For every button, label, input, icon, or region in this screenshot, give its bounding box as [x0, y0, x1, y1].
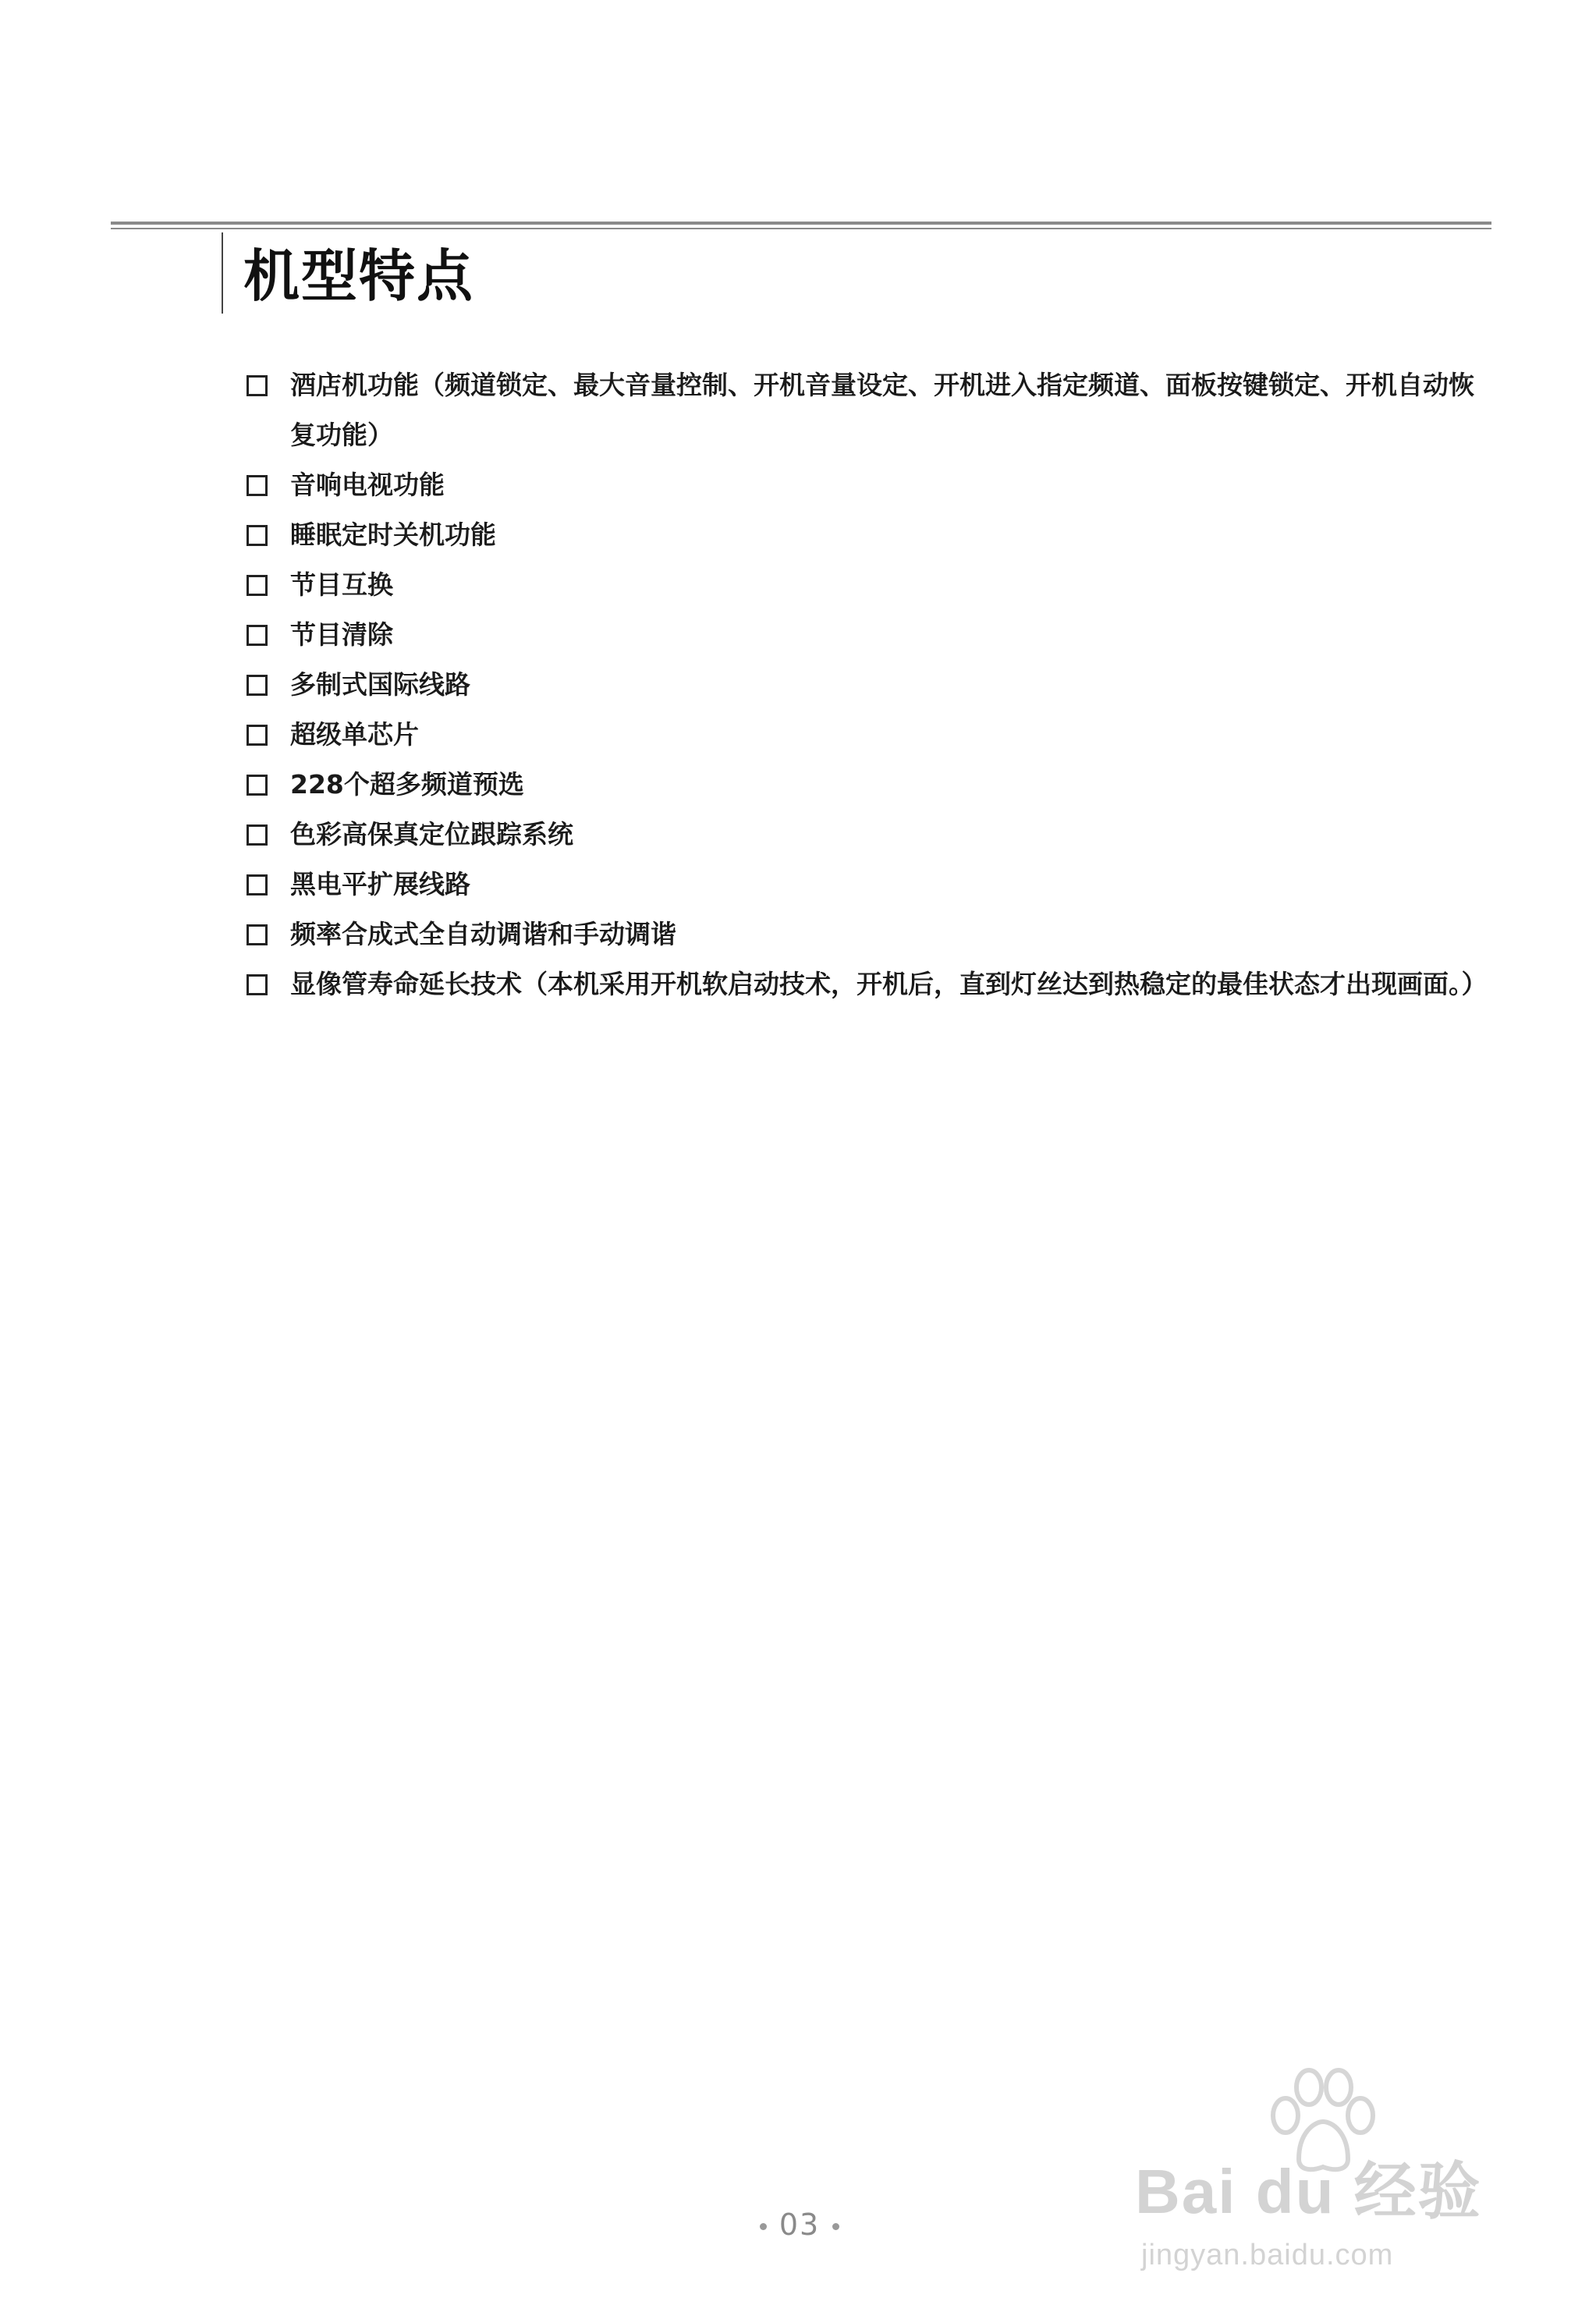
list-item	[246, 710, 1479, 760]
checkbox-icon	[246, 725, 268, 746]
feature-text: 节目清除	[290, 619, 393, 650]
list-item	[246, 910, 1479, 959]
checkbox-icon	[246, 874, 268, 895]
list-item	[246, 760, 1479, 810]
page-number	[741, 2207, 858, 2242]
watermark-url: jingyan.baidu.com	[1141, 2239, 1394, 2271]
feature-text: 音响电视功能	[290, 470, 445, 500]
list-item	[246, 510, 1479, 560]
page-number-dot-left	[760, 2223, 767, 2230]
checkbox-icon	[246, 675, 268, 696]
feature-list	[246, 360, 1488, 1009]
page-number-text: 03	[778, 2207, 821, 2242]
feature-text: 显像管寿命延长技术（本机采用开机软启动技术，开机后，直到灯丝达到热稳定的最佳状态才出现画面。）	[290, 969, 1488, 999]
feature-text: 酒店机功能（频道锁定、最大音量控制、开机音量设定、开机进入指定频道、面板按键锁定、开机自动恢复功能）	[290, 370, 1474, 450]
list-item	[246, 860, 1479, 910]
checkbox-icon	[246, 525, 268, 546]
checkbox-icon	[246, 625, 268, 646]
header-rule	[111, 222, 1491, 229]
checkbox-icon	[246, 775, 268, 796]
checkbox-icon	[246, 575, 268, 596]
checkbox-icon	[246, 974, 268, 995]
feature-text: 睡眠定时关机功能	[290, 520, 496, 550]
feature-text: 黑电平扩展线路	[290, 869, 470, 899]
list-item	[246, 810, 1479, 860]
title-accent-bar	[222, 232, 223, 314]
checkbox-icon	[246, 824, 268, 846]
feature-text: 多制式国际线路	[290, 669, 470, 700]
list-item	[246, 959, 1488, 1009]
checkbox-icon	[246, 924, 268, 945]
list-item	[246, 460, 1479, 510]
page-title: 机型特点	[243, 243, 475, 309]
list-item	[246, 610, 1479, 660]
checkbox-icon	[246, 375, 268, 396]
watermark-logo: Bai du 经验	[1135, 2157, 1482, 2226]
feature-text: 超级单芯片	[290, 719, 419, 750]
page-number-dot-right	[832, 2223, 839, 2230]
feature-text: 频率合成式全自动调谐和手动调谐	[290, 919, 676, 949]
feature-text: 节目互换	[290, 569, 393, 600]
baidu-watermark	[1135, 2067, 1509, 2270]
feature-text: 色彩高保真定位跟踪系统	[290, 819, 573, 849]
list-item	[246, 660, 1479, 710]
feature-text: 228个超多频道预选	[290, 769, 524, 800]
list-item	[246, 360, 1479, 460]
list-item	[246, 560, 1479, 610]
checkbox-icon	[246, 475, 268, 496]
